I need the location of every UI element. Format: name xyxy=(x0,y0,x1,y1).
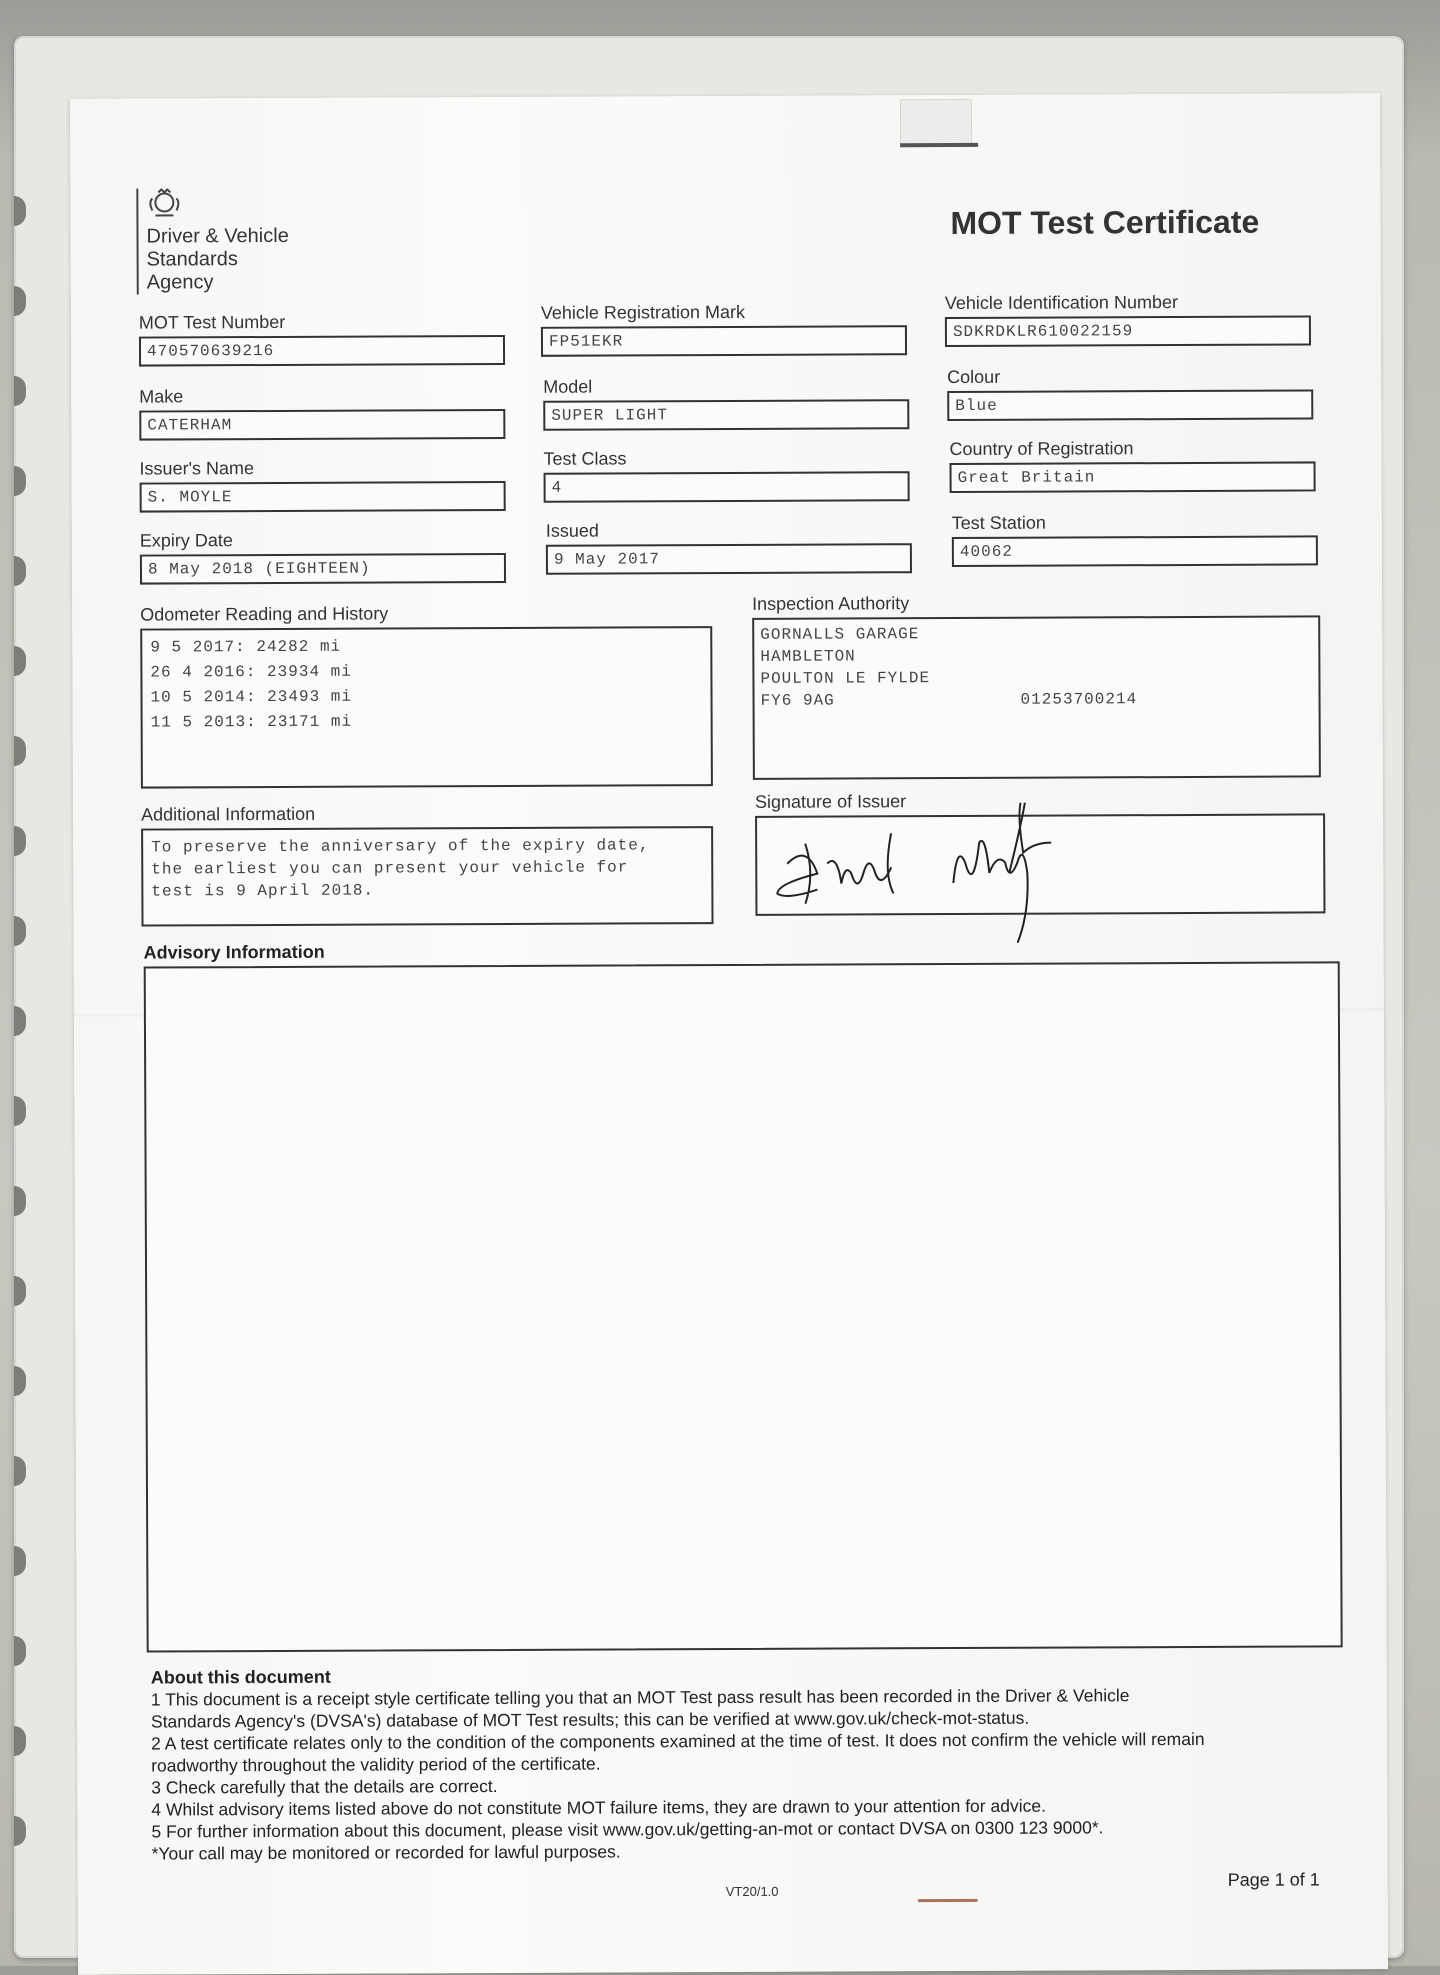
signature-label: Signature of Issuer xyxy=(755,791,906,813)
issuer-name-field: S. MOYLE xyxy=(140,481,506,513)
sleeve-tab xyxy=(900,99,972,147)
country-label: Country of Registration xyxy=(949,438,1133,460)
test-class-field: 4 xyxy=(544,471,910,503)
signature-box xyxy=(755,813,1325,915)
about-section xyxy=(151,1661,1332,1864)
about-item: *Your call may be monitored or recorded for lawful purposes. xyxy=(152,1837,1332,1864)
odometer-entry: 26 4 2016: 23934 mi xyxy=(150,661,702,681)
issuer-name-label: Issuer's Name xyxy=(139,458,254,479)
odometer-entry: 11 5 2013: 23171 mi xyxy=(151,711,703,731)
make-field: CATERHAM xyxy=(139,409,505,441)
ink-mark xyxy=(918,1899,978,1902)
royal-crest-icon xyxy=(146,188,182,218)
issued-field: 9 May 2017 xyxy=(546,543,912,575)
make-label: Make xyxy=(139,386,183,407)
odometer-label: Odometer Reading and History xyxy=(140,603,388,625)
vin-field: SDKRDKLR610022159 xyxy=(945,315,1311,347)
odometer-entry: 9 5 2017: 24282 mi xyxy=(150,636,702,656)
additional-info-line: test is 9 April 2018. xyxy=(151,880,703,900)
about-item: 4 Whilst advisory items listed above do not constitute MOT failure items, they are drawn to your attention for advice. xyxy=(151,1793,1331,1820)
additional-info-label: Additional Information xyxy=(141,804,315,826)
mot-certificate-sheet xyxy=(70,93,1388,1975)
handwritten-signature xyxy=(757,801,1328,953)
about-item: 3 Check carefully that the details are correct. xyxy=(151,1771,1331,1798)
additional-info-line: the earliest you can present your vehicle for xyxy=(151,858,703,878)
binder-holes xyxy=(14,196,28,1896)
test-station-field: 40062 xyxy=(952,535,1318,567)
additional-info-line: To preserve the anniversary of the expiry date, xyxy=(151,836,703,856)
form-code: VT20/1.0 xyxy=(726,1884,779,1899)
model-label: Model xyxy=(543,377,592,398)
odometer-entry: 10 5 2014: 23493 mi xyxy=(150,686,702,706)
agency-name-line-3: Agency xyxy=(147,271,289,295)
mot-test-number-label: MOT Test Number xyxy=(139,312,285,334)
about-item: 2 A test certificate relates only to the condition of the components examined at the time of test. It does not confirm the vehicle will remain xyxy=(151,1727,1331,1754)
inspection-authority-label: Inspection Authority xyxy=(752,593,909,615)
agency-name-line-2: Standards xyxy=(147,248,289,272)
model-field: SUPER LIGHT xyxy=(543,399,909,431)
inspection-postcode: FY6 9AG xyxy=(761,692,835,710)
expiry-date-field: 8 May 2018 (EIGHTEEN) xyxy=(140,553,506,585)
about-item: 5 For further information about this document, please visit www.gov.uk/getting-an-mot or contact DVSA on 0300 123 9000*. xyxy=(151,1815,1331,1842)
vrm-field: FP51EKR xyxy=(541,325,907,357)
colour-field: Blue xyxy=(947,389,1313,421)
test-class-label: Test Class xyxy=(543,448,626,469)
page-number: Page 1 of 1 xyxy=(1228,1869,1320,1890)
inspection-address-line: HAMBLETON xyxy=(760,645,1312,665)
plastic-sleeve xyxy=(14,36,1404,1958)
test-station-label: Test Station xyxy=(952,513,1046,534)
inspection-address-line: POULTON LE FYLDE xyxy=(760,667,1312,687)
expiry-date-label: Expiry Date xyxy=(140,530,233,551)
about-item: 1 This document is a receipt style certificate telling you that an MOT Test pass result has been recorded in the Driver & Vehicle xyxy=(151,1683,1331,1710)
additional-info-box xyxy=(141,826,713,926)
inspection-address-line: GORNALLS GARAGE xyxy=(760,623,1312,643)
odometer-box xyxy=(140,626,713,788)
inspection-authority-box xyxy=(752,615,1321,779)
advisory-box xyxy=(144,961,1343,1652)
colour-label: Colour xyxy=(947,367,1000,388)
inspection-phone: 01253700214 xyxy=(1021,690,1138,709)
issued-label: Issued xyxy=(546,521,599,542)
vin-label: Vehicle Identification Number xyxy=(945,292,1178,314)
about-item: roadworthy throughout the validity period of the certificate. xyxy=(151,1749,1331,1776)
staple-line xyxy=(900,143,978,147)
dvsa-logo xyxy=(136,188,289,295)
inspection-postcode-row xyxy=(761,689,1313,709)
agency-name-line-1: Driver & Vehicle xyxy=(146,225,288,249)
mot-test-number-field: 470570639216 xyxy=(139,335,505,367)
about-item: Standards Agency's (DVSA's) database of MOT Test results; this can be verified at www.gov.uk/check-mot-status. xyxy=(151,1705,1331,1732)
about-heading: About this document xyxy=(151,1661,1331,1688)
certificate-title: MOT Test Certificate xyxy=(950,204,1259,242)
vrm-label: Vehicle Registration Mark xyxy=(541,302,745,324)
advisory-label: Advisory Information xyxy=(144,942,325,964)
country-field: Great Britain xyxy=(950,461,1316,493)
